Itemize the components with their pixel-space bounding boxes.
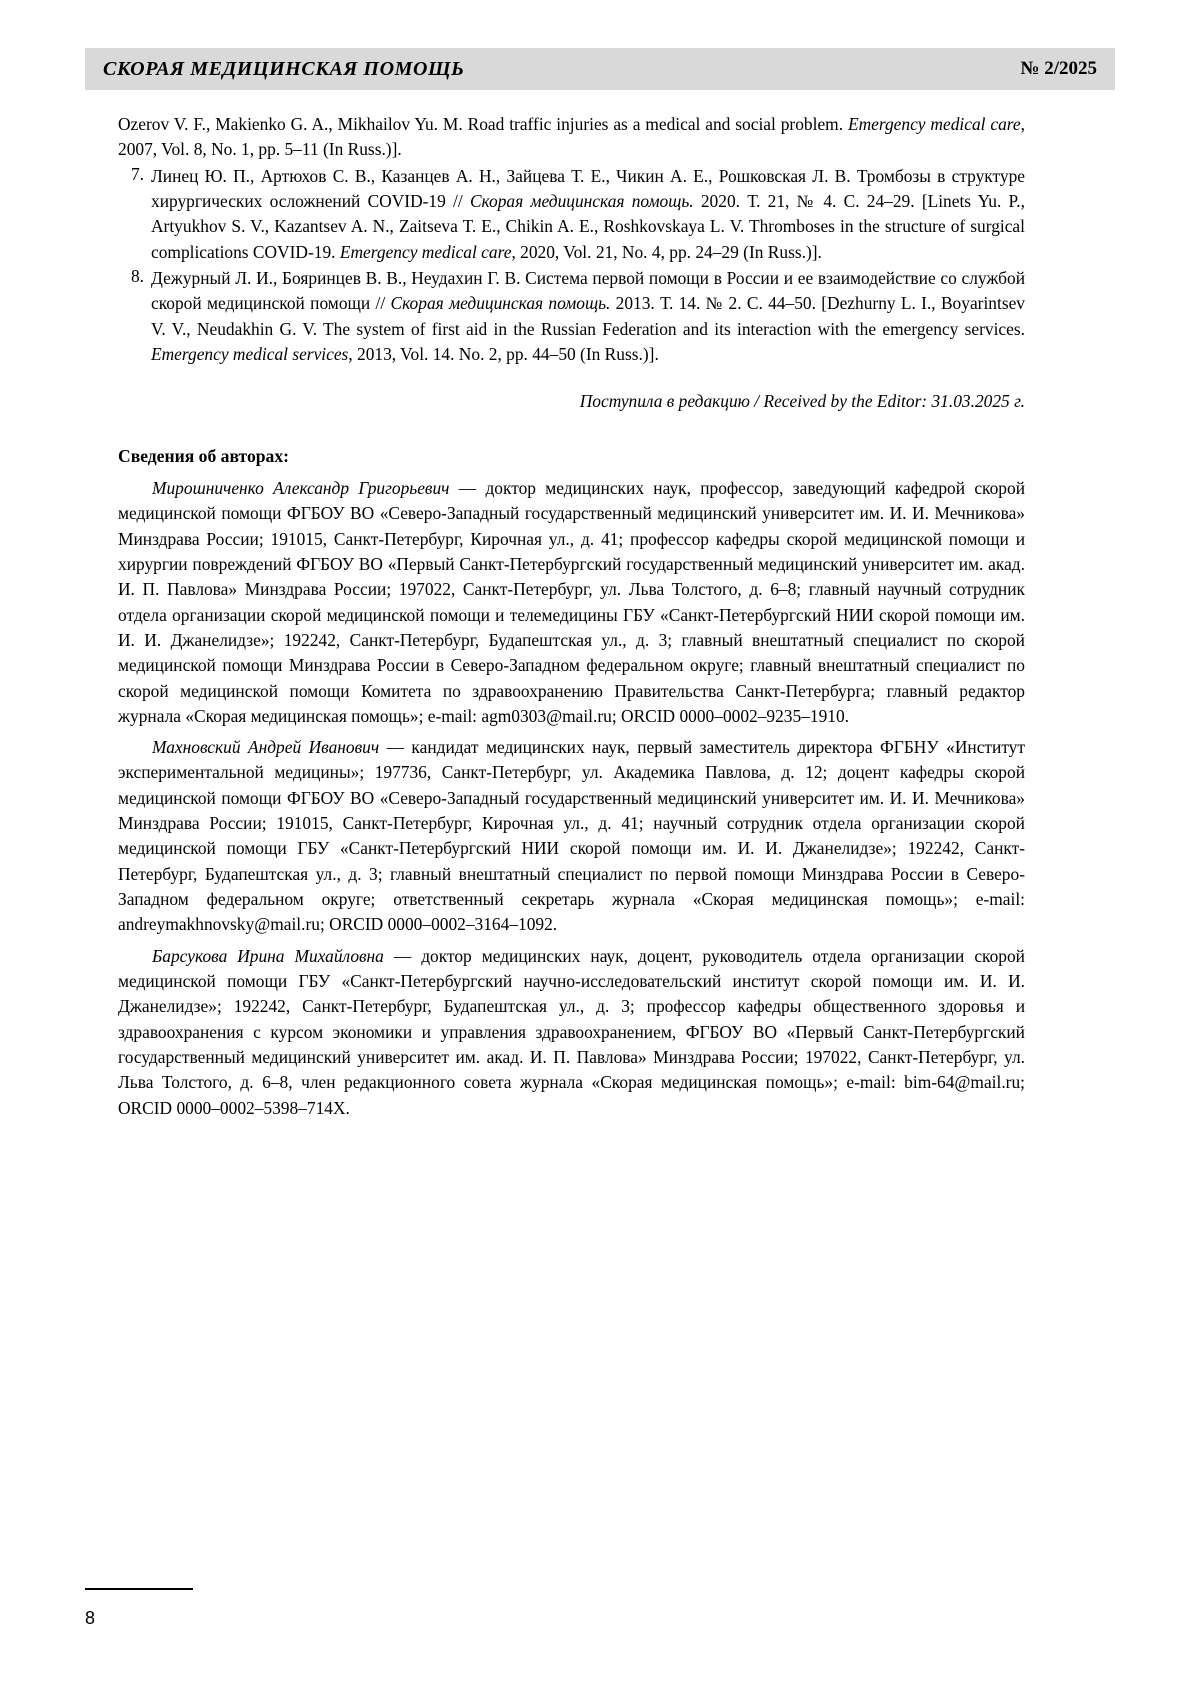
ref-journal-en: Emergency medical services <box>151 343 349 364</box>
ref-journal-ru: Скорая медицинская помощь. <box>390 293 611 314</box>
page-number: 8 <box>85 1608 96 1628</box>
author-details: — доктор медицинских наук, доцент, руководитель отдела организации скорой медицинской помощи ГБУ «Санкт-Петербургский научно-исследовательский институт скорой помощи им. И. И. Джанелидзе»; 192242, Санкт-Петербург, Будапештская ул., д. 3; профессор кафедры общественного здоровья и здравоохранения с курсом экономики и управления здравоохранением, ФГБОУ ВО «Первый Санкт-Петербургский государственный медицинский университет им. акад. И. П. Павлова» Минздрава России; 197022, Санкт-Петербург, ул. Льва Толстого, д. 6–8, член редакционного совета журнала «Скорая медицинская помощь»; e-mail: bim-64@mail.ru; ORCID 0000–0002–5398–714X. <box>118 945 1025 1118</box>
issue-number: № 2/2025 <box>1020 58 1097 79</box>
reference-continuation <box>118 112 1025 163</box>
reference-text <box>151 164 1025 265</box>
author-entry <box>118 944 1025 1121</box>
received-note: Поступила в редакцию / Received by the Editor: 31.03.2025 г. <box>579 391 1025 412</box>
author-details: — кандидат медицинских наук, первый заместитель директора ФГБНУ «Институт экспериментальной медицины»; 197736, Санкт-Петербург, ул. Академика Павлова, д. 12; доцент кафедры скорой медицинской помощи ФГБОУ ВО «Северо-Западный государственный медицинский университет им. И. И. Мечникова» Минздрава России; 191015, Санкт-Петербург, Кирочная ул., д. 41; научный сотрудник отдела организации скорой медицинской помощи ГБУ «Санкт-Петербургский НИИ скорой помощи им. И. И. Джанелидзе»; 192242, Санкт-Петербург, Будапештская ул., д. 3; главный внештатный специалист по первой помощи Минздрава России в Северо-Западном федеральном округе; ответственный секретарь журнала «Скорая медицинская помощь»; e-mail: andreymakhnovsky@mail.ru; ORCID 0000–0002–3164–1092. <box>118 737 1025 935</box>
reference-item <box>118 266 1025 367</box>
journal-title: СКОРАЯ МЕДИЦИНСКАЯ ПОМОЩЬ <box>103 57 465 80</box>
author-name: Барсукова Ирина Михайловна <box>152 945 384 966</box>
footer-divider <box>85 1588 193 1590</box>
ref-journal-ru: Скорая медицинская помощь. <box>469 190 694 211</box>
reference-number: 7. <box>130 163 144 184</box>
running-head <box>85 48 1115 90</box>
ref-seg-3: , 2020, Vol. 21, No. 4, pp. 24–29 (In Russ.)]. <box>511 241 822 262</box>
author-details: — доктор медицинских наук, профессор, заведующий кафедрой скорой медицинской помощи ФГБОУ ВО «Северо-Западный государственный медицинский университет им. И. И. Мечникова» Минздрава России; 191015, Санкт-Петербург, Кирочная ул., д. 41; профессор кафедры скорой медицинской помощи и хирургии повреждений ФГБОУ ВО «Первый Санкт-Петербургский государственный медицинский университет им. акад. И. П. Павлова» Минздрава России; 197022, Санкт-Петербург, ул. Льва Толстого, д. 6–8; главный научный сотрудник отдела организации скорой медицинской помощи и телемедицины ГБУ «Санкт-Петербургский НИИ скорой помощи им. И. И. Джанелидзе»; 192242, Санкт-Петербург, Будапештская ул., д. 3; главный внештатный специалист по скорой медицинской помощи Минздрава России в Северо-Западном федеральном округе; главный внештатный специалист по скорой медицинской помощи Комитета по здравоохранению Правительства Санкт-Петербурга; главный редактор журнала «Скорая медицинская помощь»; e-mail: agm0303@mail.ru; ORCID 0000–0002–9235–1910. <box>118 478 1025 726</box>
ref-seg-1: Линец Ю. П., Артюхов С. В., Казанцев А. Н., Зайцева Т. Е., Чикин А. Е., Рошковская Л. В. Тромбозы в структуре хирургических осложнений COVID-19 // <box>151 165 1025 211</box>
ref6-tail: , 2007, Vol. 8, No. 1, pp. 5–11 (In Russ.)]. <box>118 114 1025 160</box>
reference-text <box>151 266 1025 367</box>
authors-section-heading: Сведения об авторах: <box>118 446 289 467</box>
ref-seg-2: 2020. Т. 21, № 4. С. 24–29. [Linets Yu. P., Artyukhov S. V., Kazantsev A. N., Zaitseva T. E., Chikin A. E., Roshkovskaya L. V. Thromboses in the structure of surgical complications COVID-19. <box>151 190 1025 262</box>
author-name: Мирошниченко Александр Григорьевич <box>152 478 450 499</box>
reference-number: 8. <box>130 265 144 286</box>
ref6-journal-italic: Emergency medical care <box>847 114 1021 134</box>
ref-journal-en: Emergency medical care <box>339 241 512 262</box>
reference-item <box>118 164 1025 265</box>
ref6-line1: Ozerov V. F., Makienko G. A., Mikhailov Yu. M. Road traffic injuries as a medical and social problem. <box>118 114 844 134</box>
page-content <box>118 112 1025 1121</box>
author-entry <box>118 476 1025 729</box>
author-name: Махновский Андрей Иванович <box>152 737 380 758</box>
ref-seg-2: 2013. Т. 14. № 2. С. 44–50. [Dezhurny L. I., Boyarintsev V. V., Neudakhin G. V. The system of first aid in the Russian Federation and its interaction with the emergency services. <box>151 293 1025 339</box>
ref-seg-1: Дежурный Л. И., Бояринцев В. В., Неудахин Г. В. Система первой помощи в России и ее взаимодействие со службой скорой медицинской помощи // <box>151 267 1025 314</box>
ref-seg-3: , 2013, Vol. 14. No. 2, pp. 44–50 (In Russ.)]. <box>348 343 659 364</box>
author-entry <box>118 735 1025 938</box>
